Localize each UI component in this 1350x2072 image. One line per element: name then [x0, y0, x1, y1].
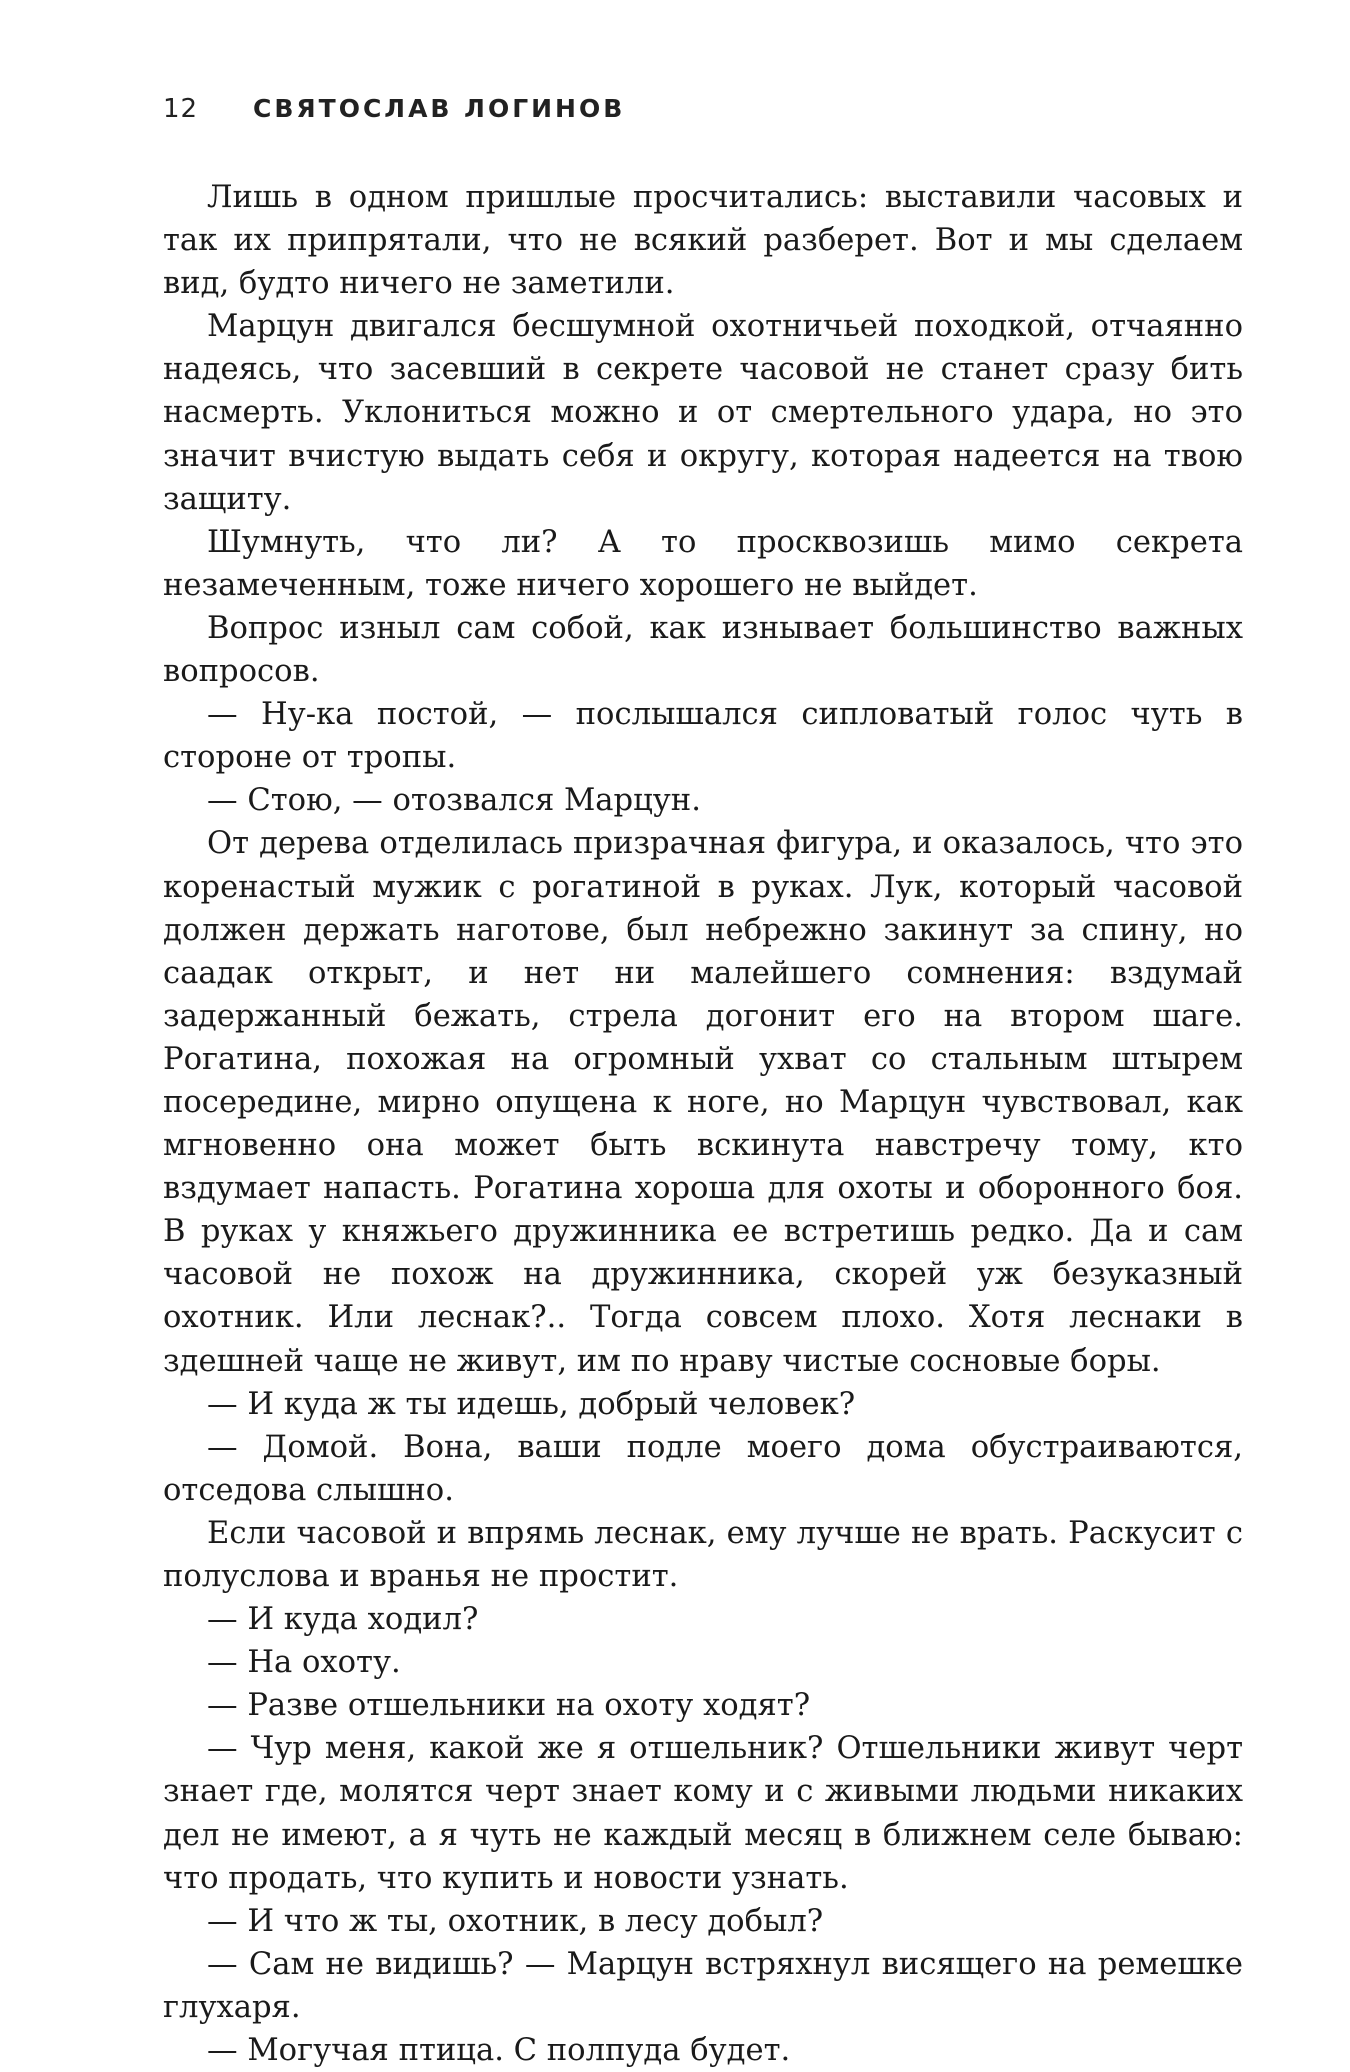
dialogue-line: — Домой. Вона, ваши подле моего дома обустраиваются, отседова слышно. [163, 1429, 1243, 1508]
paragraph: Вопрос изныл сам собой, как изнывает большинство важных вопросов. [163, 610, 1243, 690]
paragraph: Если часовой и впрямь леснак, ему лучше не врать. Раскусит с полуслова и вранья не простит. [163, 1515, 1243, 1594]
dialogue-line: — И куда ж ты идешь, добрый человек? [207, 1386, 856, 1422]
dialogue-line: — На охоту. [207, 1645, 401, 1681]
dialogue-line: — И куда ходил? [207, 1602, 479, 1638]
dialogue-line: — Могучая птица. С полпуда будет. [207, 2033, 791, 2069]
dialogue-line: — Чур меня, какой же я отшельник? Отшельники живут черт знает где, молятся черт знает кому и с живыми людьми никаких дел не имеют, а я чуть не каждый месяц в ближнем селе бываю: что продать, что купить и новости узнать. [163, 1731, 1243, 1896]
dialogue-line: — Ну-ка постой, — послышался сипловатый голос чуть в стороне от тропы. [163, 697, 1243, 776]
running-title-author: СВЯТОСЛАВ ЛОГИНОВ [253, 94, 626, 123]
book-body-text [163, 176, 1243, 2072]
paragraph: Шумнуть, что ли? А то просквозишь мимо секрета незамеченным, тоже ничего хорошего не выйдет. [163, 524, 1243, 603]
paragraph: От дерева отделилась призрачная фигура, и оказалось, что это коренастый мужик с рогатиной в руках. Лук, который часовой должен держать наготове, был небрежно закинут за спину, но саадак открыт, и нет ни малейшего сомнения: вздумай задержанный бежать, стрела догонит его на втором шаге. Рогатина, похожая на огромный ухват со стальным штырем посередине, мирно опущена к ноге, но Марцун чувствовал, как мгновенно она может быть вскинута навстречу тому, кто вздумает напасть. Рогатина хороша для охоты и оборонного боя. В руках у княжьего дружинника ее встретишь редко. Да и сам часовой не похож на дружинника, скорей уж безуказный охотник. Или леснак?.. Тогда совсем плохо. Хотя леснаки в здешней чаще не живут, им по нраву чистые сосновые боры. [163, 826, 1243, 1379]
dialogue-line: — Разве отшельники на охоту ходят? [207, 1688, 811, 1724]
paragraph: Лишь в одном пришлые просчитались: выставили часовых и так их припрятали, что не всякий разберет. Вот и мы сделаем вид, будто ничего не заметили. [163, 180, 1243, 302]
dialogue-line: — Сам не видишь? — Марцун встряхнул висящего на ремешке глухаря. [163, 1946, 1243, 2025]
paragraph: Марцун двигался бесшумной охотничьей походкой, отчаянно надеясь, что засевший в секрете часовой не станет сразу бить насмерть. Уклониться можно и от смертельного удара, но это значит вчистую выдать себя и округу, которая надеется на твою защиту. [163, 309, 1243, 517]
running-header [163, 94, 625, 124]
page-number: 12 [163, 94, 199, 124]
dialogue-line: — И что ж ты, охотник, в лесу добыл? [207, 1903, 824, 1939]
dialogue-line: — Стою, — отозвался Марцун. [207, 783, 701, 819]
